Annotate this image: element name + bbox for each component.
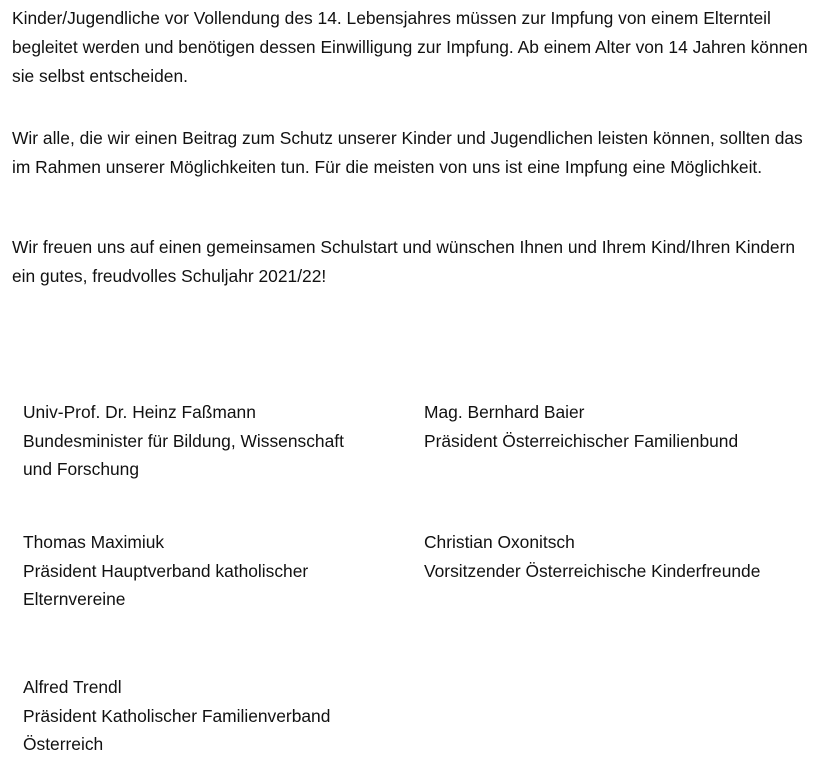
signatory-title-line: Präsident Hauptverband katholischer — [23, 560, 309, 581]
signatory-name: Alfred Trendl — [23, 677, 122, 697]
signatory-title-line: Bundesminister für Bildung, Wissenschaft — [23, 430, 344, 451]
signatory-block-oxonitsch — [424, 528, 814, 585]
paragraph-consent-age: Kinder/Jugendliche vor Vollendung des 14. Lebensjahres müssen zur Impfung von einem Elternteil begleitet werden und benötigen dessen Einwilligung zur Impfung. Ab einem Alter von 14 Jahren können sie selbst entscheiden. — [12, 8, 808, 86]
signatory-title-line: Präsident Österreichischer Familienbund — [424, 430, 739, 451]
signatory-title-line: Präsident Katholischer Familienverband — [23, 705, 331, 726]
paragraph-protection-appeal: Wir alle, die wir einen Beitrag zum Schutz unserer Kinder und Jugendlichen leisten können, sollten das im Rahmen unserer Möglichkeiten tun. Für die meisten von uns ist eine Impfung eine Möglichkeit. — [12, 128, 803, 177]
signatory-name: Mag. Bernhard Baier — [424, 402, 585, 422]
signatory-name: Univ-Prof. Dr. Heinz Faßmann — [23, 402, 256, 422]
signatory-title-line: Vorsitzender Österreichische Kinderfreunde — [424, 560, 761, 581]
signatory-block-baier — [424, 398, 814, 455]
signatory-name: Thomas Maximiuk — [23, 532, 165, 552]
signatory-block-fassmann — [23, 398, 403, 484]
paragraph-school-year-wishes: Wir freuen uns auf einen gemeinsamen Schulstart und wünschen Ihnen und Ihrem Kind/Ihren Kindern ein gutes, freudvolles Schuljahr 2021/22! — [12, 237, 796, 286]
signatory-title-line: Elternvereine — [23, 589, 126, 609]
signatory-block-trendl — [23, 673, 403, 759]
signatory-title-line: und Forschung — [23, 459, 140, 479]
signatory-block-maximiuk — [23, 528, 403, 614]
signatory-name: Christian Oxonitsch — [424, 532, 575, 552]
signatory-title-line: Österreich — [23, 734, 104, 754]
